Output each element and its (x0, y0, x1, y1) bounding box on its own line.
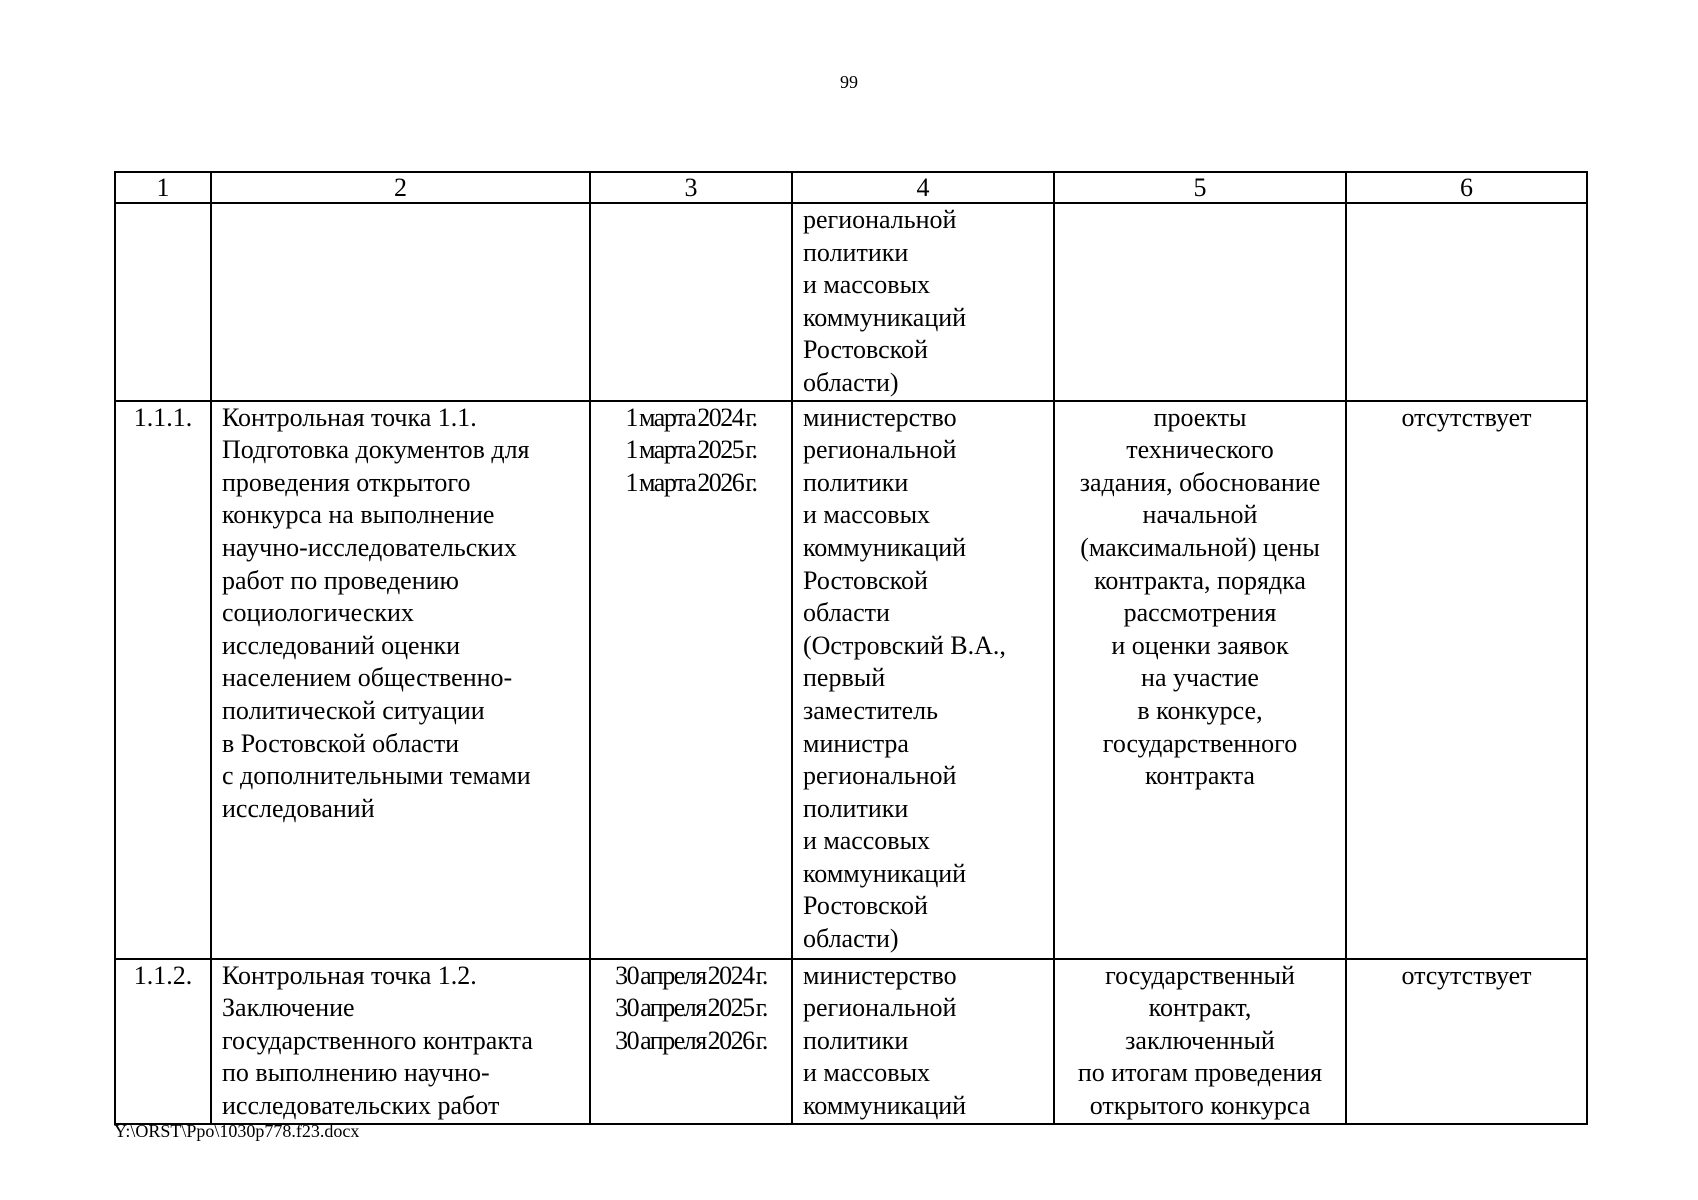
cell-line: 1 марта 2026 г. (625, 467, 757, 497)
document-table (114, 171, 1588, 1125)
cell-line: 30 апреля 2026 г. (615, 1025, 767, 1055)
cell-line: и массовых (803, 1058, 931, 1088)
cell-line: с дополнительными темами (222, 761, 531, 791)
cell-line: исследований (222, 793, 375, 823)
cell-line: политики (803, 793, 909, 823)
cell-line: открытого конкурса (1089, 1090, 1311, 1120)
cell-line: (максимальной) цены (1080, 532, 1320, 562)
cell-line: населением общественно- (222, 663, 513, 693)
cell-line: социологических (222, 598, 414, 628)
description-cell (211, 959, 590, 1124)
responsible-cell (792, 203, 1054, 401)
cell-line: государственного контракта (222, 1025, 533, 1055)
cell-line: задания, обоснование (1079, 467, 1321, 497)
cell-line: заключенный (1125, 1025, 1275, 1055)
cell-line: конкурса на выполнение (222, 500, 495, 530)
header-cell: 4 (792, 172, 1054, 203)
cell-line: региональной (803, 435, 957, 465)
table-row (115, 203, 1587, 401)
cell-line: региональной (803, 761, 957, 791)
cell-line: и массовых (803, 826, 931, 856)
responsible-cell (792, 401, 1054, 959)
cell-line: 30 апреля 2024 г. (615, 960, 767, 990)
cell-line: заместитель (803, 695, 939, 725)
cell-line: Контрольная точка 1.1. (222, 402, 477, 432)
responsible-cell (792, 959, 1054, 1124)
cell-line: исследовательских работ (222, 1090, 500, 1120)
header-cell: 6 (1346, 172, 1587, 203)
cell-line: 1 марта 2024 г. (625, 402, 757, 432)
table-row (115, 401, 1587, 959)
cell-line: государственный (1105, 960, 1295, 990)
cell-line: Заключение (222, 993, 355, 1023)
cell-line: научно-исследовательских (222, 532, 517, 562)
cell-line: рассмотрения (1123, 598, 1277, 628)
cell-line: государственного (1102, 728, 1298, 758)
header-cell: 1 (115, 172, 211, 203)
cell-line: начальной (1142, 500, 1258, 530)
cell-line: и массовых (803, 500, 931, 530)
dates-cell (590, 203, 792, 401)
cell-line: политики (803, 467, 909, 497)
dates-cell (590, 959, 792, 1124)
cell-line: и массовых (803, 270, 931, 300)
cell-line: Ростовской (803, 891, 928, 921)
header-cell: 3 (590, 172, 792, 203)
cell-line: по выполнению научно- (222, 1058, 490, 1088)
cell-line: Ростовской (803, 565, 928, 595)
cell-line: исследований оценки (222, 630, 461, 660)
cell-line: коммуникаций (803, 302, 967, 332)
result-cell (1054, 401, 1346, 959)
cell-line: контракта (1145, 761, 1255, 791)
cell-line: на участие (1141, 663, 1259, 693)
cell-line: коммуникаций (803, 1090, 967, 1120)
cell-line: в Ростовской области (222, 728, 460, 758)
row-number-cell: 1.1.2. (115, 959, 211, 1124)
row-number-cell: 1.1.1. (115, 401, 211, 959)
cell-line: Ростовской (803, 335, 928, 365)
cell-line: первый (803, 663, 886, 693)
cell-line: 30 апреля 2025 г. (615, 993, 767, 1023)
cell-line: и оценки заявок (1111, 630, 1289, 660)
cell-line: контракта, порядка (1094, 565, 1306, 595)
cell-line: региональной (803, 205, 957, 234)
cell-line: Контрольная точка 1.2. (222, 960, 477, 990)
cell-line: 1 марта 2025 г. (625, 435, 757, 465)
status-cell (1346, 203, 1587, 401)
table-header-row (115, 172, 1587, 203)
dates-cell (590, 401, 792, 959)
cell-line: проекты (1153, 402, 1247, 432)
cell-line: по итогам проведения (1077, 1058, 1323, 1088)
cell-line: в конкурсе, (1137, 695, 1263, 725)
description-cell (211, 203, 590, 401)
cell-line: министерство (803, 402, 957, 432)
cell-line: работ по проведению (222, 565, 459, 595)
cell-line: политики (803, 1025, 909, 1055)
status-cell: отсутствует (1346, 959, 1587, 1124)
footer-file-path: Y:\ORST\Ppo\1030p778.f23.docx (114, 1121, 360, 1141)
header-cell: 2 (211, 172, 590, 203)
cell-line: Подготовка документов для (222, 435, 530, 465)
cell-line: политики (803, 237, 909, 267)
cell-line: министра (803, 728, 909, 758)
cell-line: (Островский В.А., (803, 630, 1006, 660)
cell-line: коммуникаций (803, 532, 967, 562)
row-number-cell (115, 203, 211, 401)
description-cell (211, 401, 590, 959)
page-number: 99 (840, 72, 858, 92)
result-cell (1054, 203, 1346, 401)
cell-line: контракт, (1148, 993, 1252, 1023)
result-cell (1054, 959, 1346, 1124)
cell-line: министерство (803, 960, 957, 990)
status-cell: отсутствует (1346, 401, 1587, 959)
cell-line: технического (1126, 435, 1274, 465)
cell-line: области (803, 598, 890, 628)
cell-line: политической ситуации (222, 695, 485, 725)
cell-line: коммуникаций (803, 858, 967, 888)
cell-line: проведения открытого (222, 467, 471, 497)
header-cell: 5 (1054, 172, 1346, 203)
cell-line: области) (803, 924, 899, 954)
table-row (115, 959, 1587, 1124)
cell-line: региональной (803, 993, 957, 1023)
cell-line: области) (803, 367, 899, 397)
